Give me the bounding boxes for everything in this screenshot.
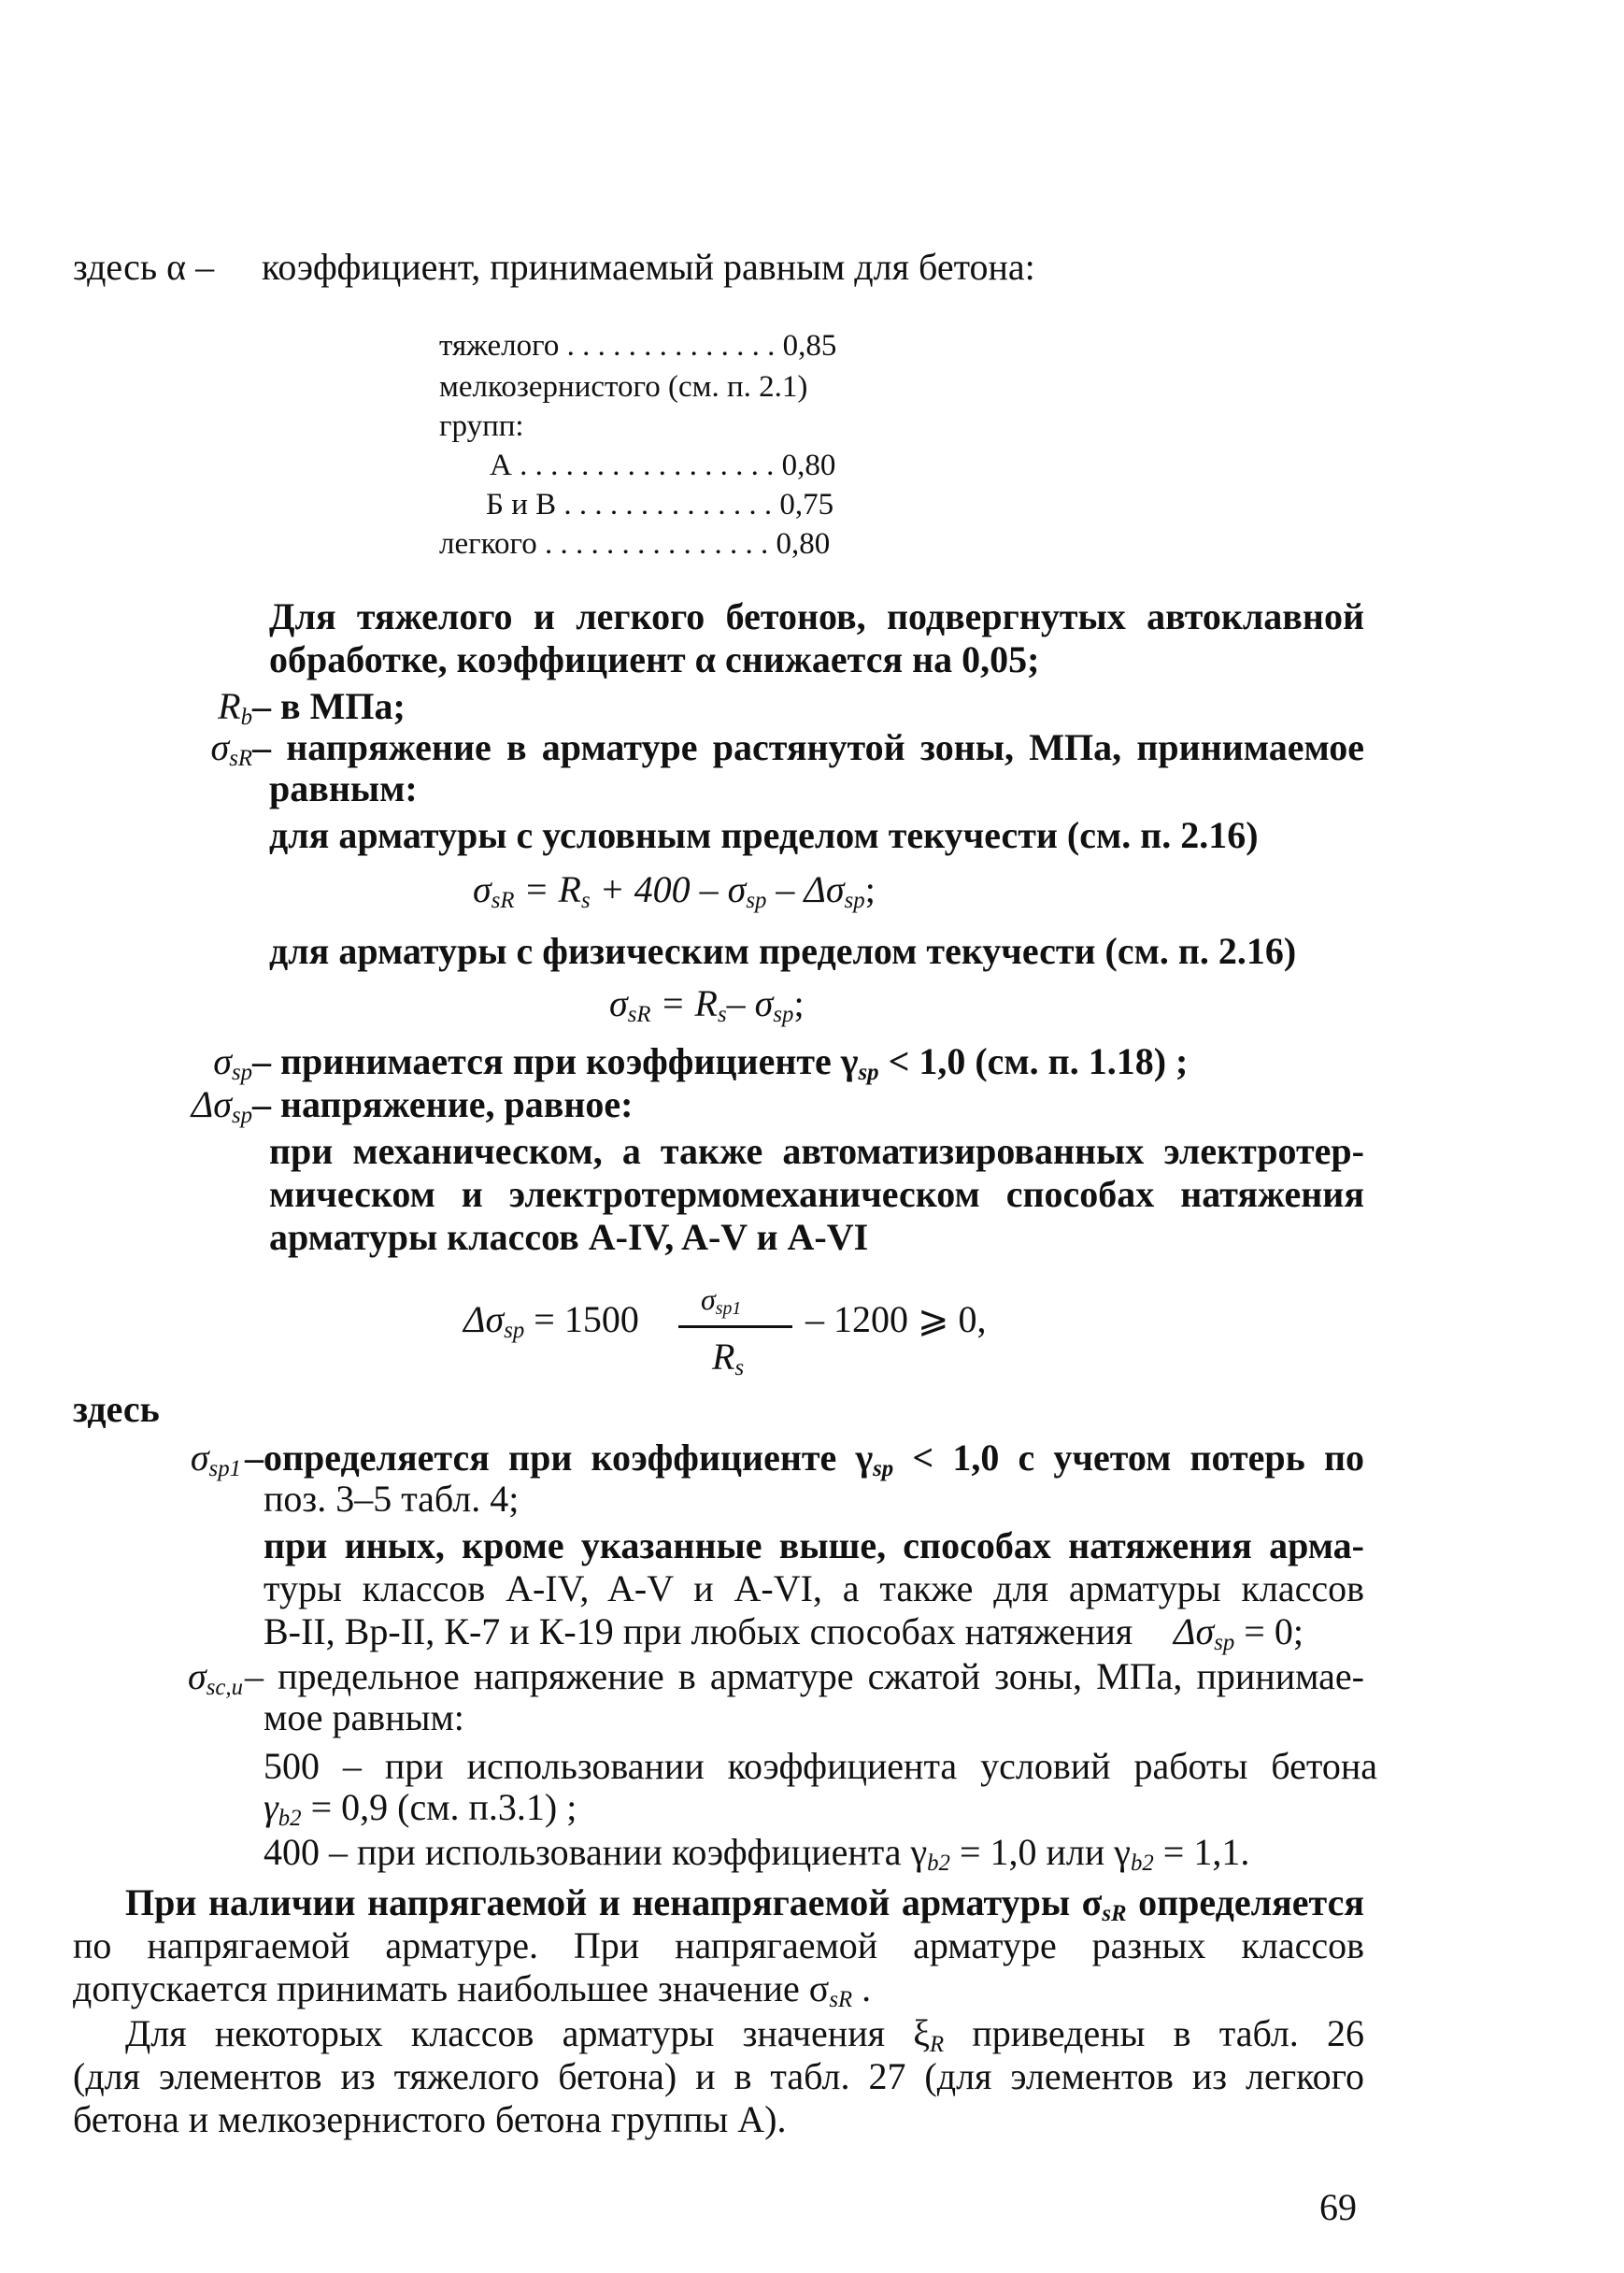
table-row: мелкозернистого (см. п. 2.1)	[439, 370, 808, 404]
osr-definition-line2: равным:	[269, 767, 418, 809]
conditional-yield-text: для арматуры с условным пределом текучести (см. п. 2.16)	[269, 814, 1259, 856]
osp1-line1: –определяется при коэффициенте $\gamma_{sp} < 1,0$ с учетом потерь по	[245, 1437, 1364, 1482]
formula-osr-conditional: $\sigma_{sR} = R_s + 400 - \sigma_{sp} - \Delta\sigma_{sp}$;	[473, 868, 876, 914]
rb-definition: – в МПа;	[252, 685, 406, 727]
osp1-symbol: $\sigma_{sp1}$	[190, 1437, 241, 1482]
osp1-line2: поз. 3–5 табл. 4;	[264, 1478, 520, 1520]
other-methods-line3: В-II, Вр-II, К-7 и К-19 при любых способах натяжения $\Delta\sigma_{sp} = 0$;	[264, 1610, 1303, 1656]
oscu-line1: – предельное напряжение в арматуре сжатой зоны, МПа, принимае-	[245, 1655, 1364, 1697]
table-row: легкого . . . . . . . . . . . . . . . 0,80	[439, 527, 831, 561]
osp-definition: – принимается при коэффициенте $\gamma_{sp} < 1,0$ (см. п. 1.18) ;	[252, 1040, 1189, 1086]
dosp-symbol: $\Delta\sigma_{sp}$	[191, 1083, 252, 1129]
paragraph2-line2: (для элементов из тяжелого бетона) и в табл. 27 (для элементов из легкого	[73, 2055, 1364, 2097]
paragraph2-line3: бетона и мелкозернистого бетона группы А).	[73, 2098, 787, 2140]
oscu-symbol: $\sigma_{sc,u}$	[188, 1655, 243, 1701]
paragraph1-line1: При наличии напрягаемой и ненапрягаемой арматуры $\sigma_{sR}$ определяется	[125, 1881, 1365, 1927]
intro-label: здесь α –	[73, 246, 215, 288]
table-row: тяжелого . . . . . . . . . . . . . . 0,85	[439, 329, 837, 363]
table-row: групп:	[439, 409, 524, 443]
autoclave-note-line2: обработке, коэффициент α снижается на 0,05;	[269, 638, 1040, 680]
mech-line3: арматуры классов A-IV, A-V и A-VI	[269, 1216, 869, 1258]
autoclave-note-line1: Для тяжелого и легкого бетонов, подвергнутых автоклавной	[269, 595, 1364, 637]
table-row: А . . . . . . . . . . . . . . . . . 0,80	[490, 449, 836, 482]
formula3-numerator: $\sigma_{sp1}$	[701, 1282, 742, 1319]
paragraph1-line3: допускается принимать наибольшее значение $\sigma_{sR}$ .	[73, 1967, 872, 2013]
other-methods-line2: туры классов A-IV, A-V и A-VI, а также для арматуры классов	[264, 1567, 1364, 1609]
formula3-denominator: $R_s$	[712, 1336, 745, 1381]
formula3-rest: – 1200 ⩾ 0,	[805, 1298, 987, 1340]
mech-line2: мическом и электротермомеханическом способах натяжения	[269, 1173, 1364, 1215]
paragraph2-line1: Для некоторых классов арматуры значения $\xi_R$ приведены в табл. 26	[125, 2012, 1364, 2058]
paragraph1-line2: по напрягаемой арматуре. При напрягаемой арматуре разных классов	[73, 1924, 1364, 1966]
value-500-line1: 500 – при использовании коэффициента условий работы бетона	[264, 1745, 1377, 1787]
formula3-lhs: $\Delta\sigma_{sp} = 1500$	[463, 1298, 639, 1344]
oscu-line2: мое равным:	[264, 1696, 464, 1738]
fraction-bar	[678, 1325, 792, 1328]
here-label: здесь	[73, 1388, 160, 1430]
rb-symbol: $R_b$	[218, 685, 252, 731]
mech-line1: при механическом, а также автоматизированных электротер-	[269, 1130, 1364, 1172]
osp-symbol: $\sigma_{sp}$	[213, 1040, 252, 1086]
osr-symbol: $\sigma_{sR}$	[210, 726, 252, 772]
formula-osr-physical: $\sigma_{sR} = R_s-$ $\sigma_{sp}$;	[609, 982, 805, 1028]
dosp-definition: – напряжение, равное:	[252, 1083, 634, 1125]
table-row: Б и В . . . . . . . . . . . . . . 0,75	[486, 488, 834, 522]
intro-text: коэффициент, принимаемый равным для бетона:	[262, 246, 1035, 288]
other-methods-line1: при иных, кроме указанные выше, способах натяжения арма-	[264, 1524, 1364, 1566]
value-500-line2: $\gamma_{b2} = 0,9$ (см. п.3.1) ;	[264, 1786, 577, 1832]
osr-definition-line1: – напряжение в арматуре растянутой зоны, МПа, принимаемое	[252, 726, 1364, 768]
physical-yield-text: для арматуры с физическим пределом текучести (см. п. 2.16)	[269, 930, 1297, 972]
page-number: 69	[1319, 2186, 1357, 2228]
value-400-line: 400 – при использовании коэффициента $\gamma_{b2} = 1,0$ или $\gamma_{b2} = 1,1$.	[264, 1831, 1250, 1877]
